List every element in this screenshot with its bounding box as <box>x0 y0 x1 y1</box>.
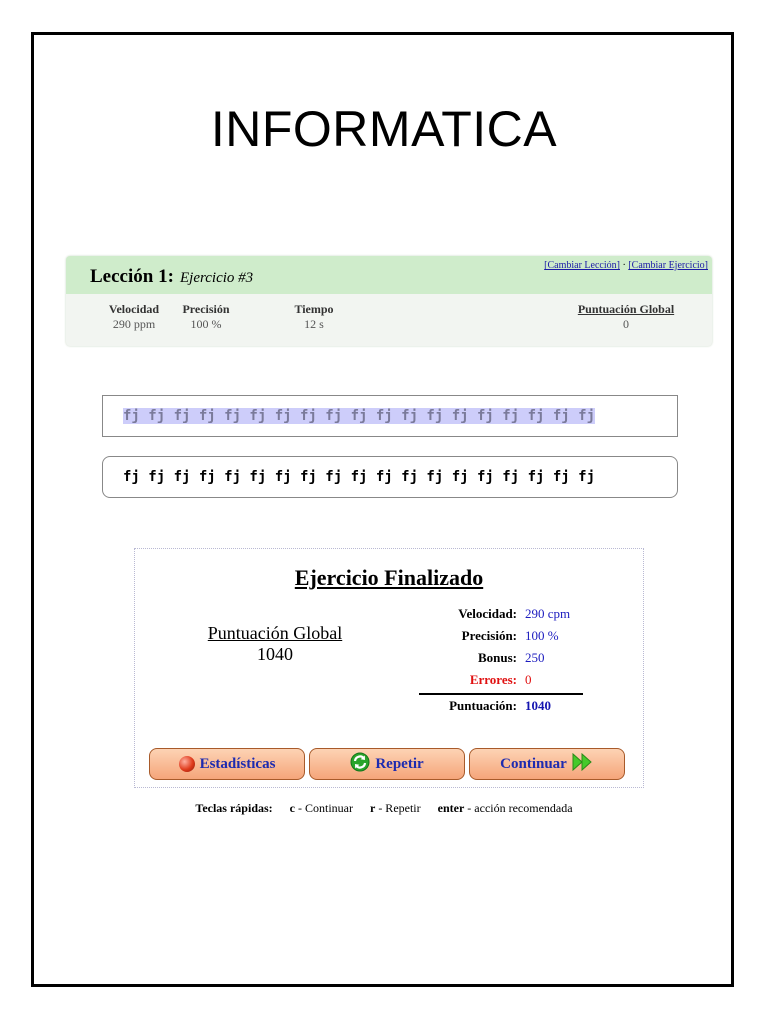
hotkey-enter-key: enter <box>437 801 465 815</box>
result-score-row <box>419 693 583 717</box>
time-stat <box>284 302 344 332</box>
slide-title: INFORMATICA <box>210 101 558 157</box>
result-bonus-label: Bonus: <box>477 650 517 665</box>
continue-button[interactable] <box>469 748 625 780</box>
speed-stat-label: Velocidad <box>108 302 160 316</box>
lesson-panel <box>66 256 712 346</box>
hotkey-repeat-text: - Repetir <box>378 801 421 815</box>
hotkey-repeat-key: r <box>369 801 376 815</box>
result-errors-row <box>419 669 583 691</box>
global-score-stat-label[interactable]: Puntuación Global <box>577 302 675 316</box>
global-score-value: 1040 <box>257 644 293 664</box>
global-score-stat <box>566 302 686 332</box>
repeat-button-label: Repetir <box>375 755 424 772</box>
result-errors-label: Errores: <box>469 672 517 687</box>
accuracy-stat-label: Precisión <box>182 302 230 316</box>
result-accuracy-value: 100 % <box>525 628 559 643</box>
typing-prompt <box>102 395 678 437</box>
link-separator: · <box>622 260 626 271</box>
change-lesson-link[interactable]: [Cambiar Lección] <box>544 260 620 271</box>
time-stat-value: 12 s <box>304 317 324 331</box>
results-stats <box>419 603 583 717</box>
change-exercise-link[interactable]: [Cambiar Ejercicio] <box>628 260 708 271</box>
accuracy-stat-value: 100 % <box>190 317 222 331</box>
slide-frame <box>31 32 734 987</box>
global-score <box>195 623 355 664</box>
result-errors-value: 0 <box>525 672 532 687</box>
result-speed-value: 290 cpm <box>525 606 571 621</box>
hotkey-enter-text: - acción recomendada <box>467 801 573 815</box>
speed-stat <box>104 302 164 332</box>
results-title: Ejercicio Finalizado <box>294 565 484 590</box>
time-stat-label: Tiempo <box>294 302 334 316</box>
global-score-label[interactable]: Puntuación Global <box>207 623 343 643</box>
result-score-value: 1040 <box>525 698 551 713</box>
hotkeys-label: Teclas rápidas: <box>195 801 273 815</box>
lesson-header <box>66 256 712 294</box>
result-score-label: Puntuación: <box>449 698 517 713</box>
accuracy-stat <box>176 302 236 332</box>
stats-button-label: Estadísticas <box>199 755 276 772</box>
speed-stat-value: 290 ppm <box>112 317 156 331</box>
results-panel <box>134 548 644 788</box>
hotkey-continue-text: - Continuar <box>297 801 353 815</box>
repeat-button[interactable] <box>309 748 465 780</box>
result-bonus-row <box>419 647 583 669</box>
result-accuracy-label: Precisión: <box>461 628 517 643</box>
green-refresh-icon <box>350 752 370 777</box>
result-speed-label: Velocidad: <box>458 606 517 621</box>
result-accuracy-row <box>419 625 583 647</box>
global-score-stat-value: 0 <box>623 317 629 331</box>
hotkey-continue-key: c <box>289 801 295 815</box>
stats-button[interactable] <box>149 748 305 780</box>
typing-input[interactable] <box>102 456 678 498</box>
red-ball-icon <box>179 756 195 772</box>
lesson-label: Lección 1: <box>90 266 174 287</box>
result-speed-row <box>419 603 583 625</box>
typing-input-text: fj fj fj fj fj fj fj fj fj fj fj fj fj fj fj fj fj fj fj <box>123 469 596 485</box>
lesson-links <box>544 260 708 271</box>
green-double-arrow-icon <box>572 753 594 776</box>
hotkeys-bar <box>0 801 768 816</box>
results-buttons <box>149 748 625 780</box>
continue-button-label: Continuar <box>500 755 567 772</box>
result-bonus-value: 250 <box>525 650 545 665</box>
typing-prompt-text: fj fj fj fj fj fj fj fj fj fj fj fj fj fj fj fj fj fj fj <box>123 408 596 424</box>
exercise-label: Ejercicio #3 <box>180 270 254 286</box>
